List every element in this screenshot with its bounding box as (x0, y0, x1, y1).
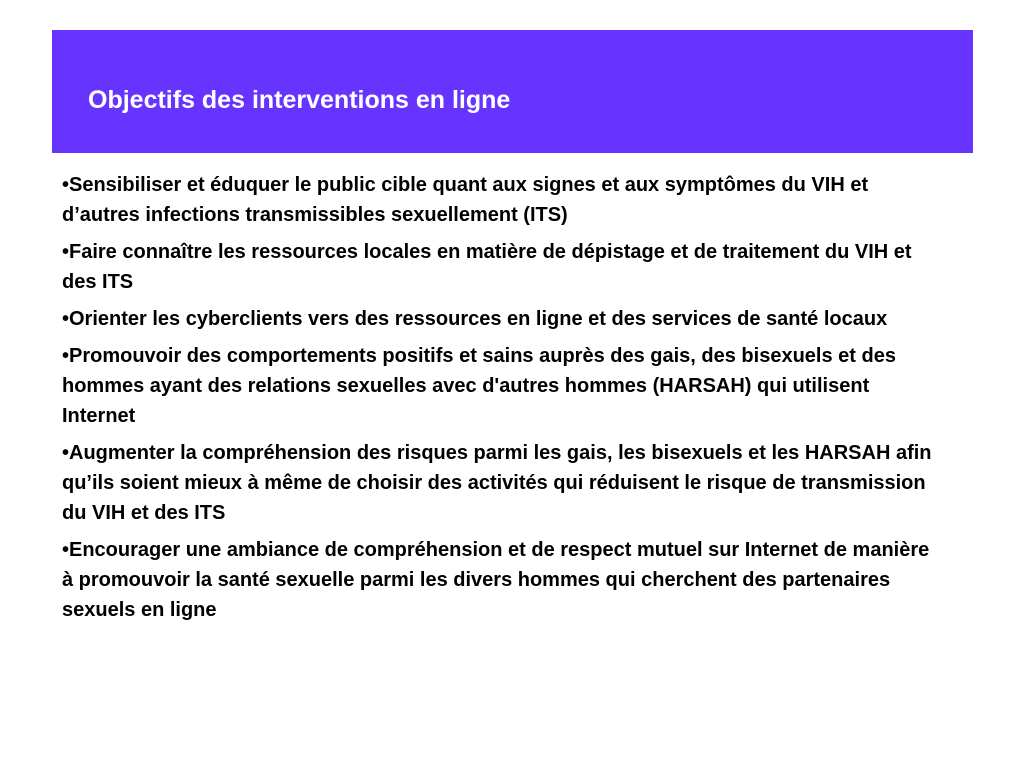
bullet-item: •Orienter les cyberclients vers des ressources en ligne et des services de santé locaux (62, 308, 888, 330)
title-banner (52, 30, 973, 153)
bullet-item: •Promouvoir des comportements positifs et sains auprès des gais, des bisexuels et des hommes ayant des relations sexuelles avec d'autres hommes (HARSAH) qui utilisent Internet (62, 345, 896, 427)
bullet-item: •Faire connaître les ressources locales en matière de dépistage et de traitement du VIH et des ITS (62, 241, 912, 293)
bullet-list (62, 170, 942, 632)
bullet-item: •Sensibiliser et éduquer le public cible quant aux signes et aux symptômes du VIH et d’autres infections transmissibles sexuellement (ITS) (62, 174, 869, 226)
bullet-item: •Encourager une ambiance de compréhension et de respect mutuel sur Internet de manière à promouvoir la santé sexuelle parmi les divers hommes qui cherchent des partenaires sexuels en ligne (62, 539, 930, 621)
slide-title: Objectifs des interventions en ligne (88, 86, 511, 114)
bullet-item: •Augmenter la compréhension des risques parmi les gais, les bisexuels et les HARSAH afin qu’ils soient mieux à même de choisir des activités qui réduisent le risque de transmission du VIH et des ITS (62, 442, 932, 524)
